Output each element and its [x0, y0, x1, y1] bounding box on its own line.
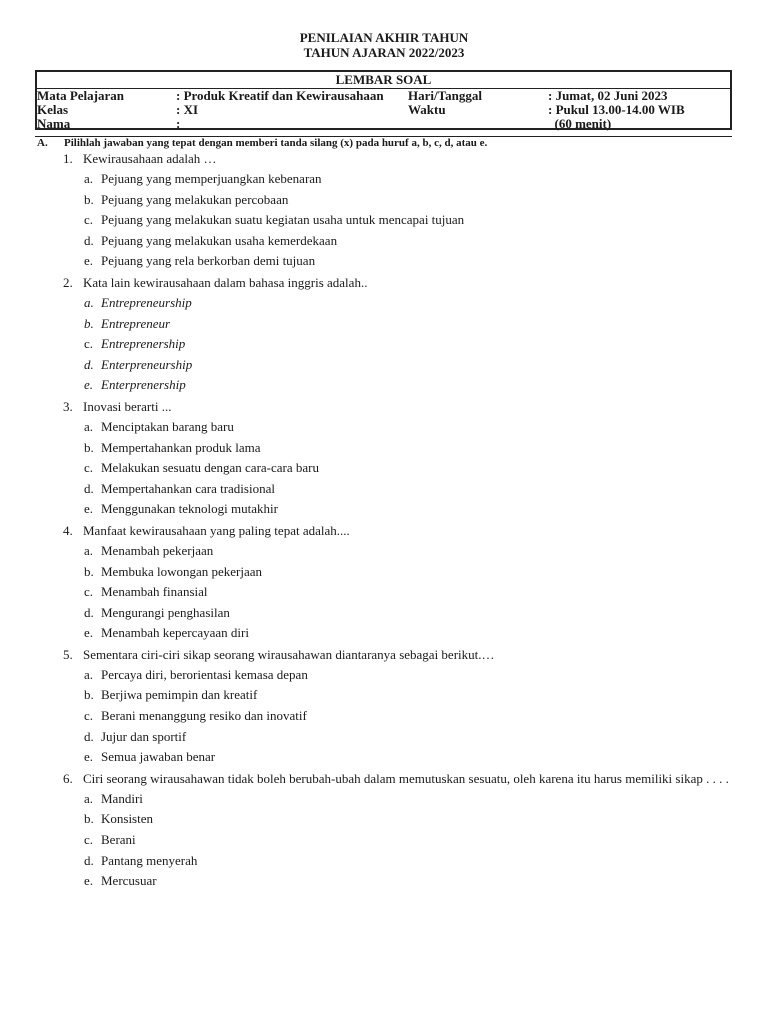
question-3	[0, 396, 768, 417]
option-letter: c.	[84, 708, 94, 724]
section-letter: A.	[37, 137, 48, 149]
date-label: Hari/Tanggal	[408, 88, 482, 103]
option-text: Entreprenership	[101, 336, 186, 352]
option-text: Jujur dan sportif	[101, 728, 187, 744]
option-letter: d.	[84, 356, 94, 372]
option-text: Entrepreneurship	[101, 294, 192, 310]
option-letter: a.	[84, 418, 94, 434]
question-number: 1.	[63, 151, 73, 166]
option-letter: a.	[84, 790, 94, 806]
option-letter: e.	[84, 749, 94, 765]
question-number: 3.	[63, 398, 73, 414]
option-6d	[0, 851, 768, 872]
option-5b	[0, 685, 768, 706]
option-text: Enterprenership	[101, 377, 186, 393]
option-letter: b.	[84, 563, 94, 579]
question-text: Ciri seorang wirausahawan tidak boleh berubah-ubah dalam memutuskan sesuatu, oleh karena itu harus memiliki sikap . . . .	[83, 770, 729, 786]
question-1	[0, 148, 768, 169]
option-letter: b.	[84, 687, 94, 703]
question-list	[0, 148, 768, 892]
option-text: Pejuang yang memperjuangkan kebenaran	[101, 171, 322, 186]
info-row-class	[37, 103, 730, 117]
option-text: Menciptakan barang baru	[101, 418, 234, 434]
option-letter: d.	[84, 604, 94, 620]
question-text: Manfaat kewirausahaan yang paling tepat adalah....	[83, 522, 350, 538]
question-2	[0, 272, 768, 293]
option-2a	[0, 293, 768, 314]
option-letter: d.	[84, 728, 94, 744]
option-4b	[0, 562, 768, 583]
option-letter: e.	[84, 253, 94, 269]
option-5e	[0, 747, 768, 768]
option-2e	[0, 375, 768, 396]
option-1b	[0, 190, 768, 211]
option-letter: b.	[84, 315, 94, 331]
academic-year: TAHUN AJARAN 2022/2023	[303, 45, 465, 60]
name-label: Nama	[37, 116, 71, 131]
option-letter: b.	[84, 811, 94, 827]
option-text: Menambah finansial	[101, 584, 208, 600]
option-letter: c.	[84, 460, 94, 476]
option-letter: e.	[84, 873, 94, 889]
option-6b	[0, 809, 768, 830]
class-label: Kelas	[37, 102, 69, 117]
option-letter: e.	[84, 501, 94, 517]
time-label: Waktu	[408, 102, 446, 117]
option-6e	[0, 871, 768, 892]
option-4d	[0, 603, 768, 624]
question-4	[0, 520, 768, 541]
question-6	[0, 768, 768, 789]
option-letter: a.	[84, 666, 94, 682]
option-text: Pantang menyerah	[101, 852, 198, 868]
option-letter: e.	[84, 377, 94, 393]
option-2d	[0, 355, 768, 376]
option-3a	[0, 417, 768, 438]
option-5d	[0, 727, 768, 748]
option-letter: d.	[84, 232, 94, 248]
date-value: : Jumat, 02 Juni 2023	[548, 88, 668, 103]
option-text: Pejuang yang rela berkorban demi tujuan	[101, 253, 316, 269]
option-letter: d.	[84, 480, 94, 496]
option-text: Melakukan sesuatu dengan cara-cara baru	[101, 460, 319, 476]
page-header	[0, 30, 768, 60]
option-1a	[0, 169, 768, 190]
info-row-subject	[37, 89, 730, 103]
option-text: Mandiri	[101, 790, 143, 806]
info-table-title: LEMBAR SOAL	[37, 72, 730, 89]
option-letter: b.	[84, 439, 94, 455]
option-text: Mercusuar	[101, 873, 157, 889]
option-2b	[0, 314, 768, 335]
option-letter: c.	[84, 584, 94, 600]
option-1d	[0, 231, 768, 252]
question-number: 2.	[63, 274, 73, 290]
option-letter: a.	[84, 294, 94, 310]
question-number: 5.	[63, 646, 73, 662]
option-text: Menggunakan teknologi mutakhir	[101, 501, 278, 517]
option-3d	[0, 479, 768, 500]
option-letter: b.	[84, 191, 94, 207]
option-text: Menambah pekerjaan	[101, 542, 214, 558]
name-value: :	[176, 116, 181, 131]
option-4c	[0, 582, 768, 603]
option-text: Berani menanggung resiko dan inovatif	[101, 708, 307, 724]
question-text: Kewirausahaan adalah …	[83, 151, 217, 166]
option-3e	[0, 499, 768, 520]
option-letter: a.	[84, 171, 94, 186]
option-text: Enterpreneurship	[101, 356, 193, 372]
option-text: Pejuang yang melakukan usaha kemerdekaan	[101, 232, 338, 248]
option-text: Mempertahankan produk lama	[101, 439, 261, 455]
time-value: : Pukul 13.00-14.00 WIB	[548, 102, 685, 117]
option-letter: c.	[84, 336, 94, 352]
option-letter: d.	[84, 852, 94, 868]
duration-value: (60 menit)	[548, 116, 612, 131]
option-letter: c.	[84, 212, 94, 228]
option-text: Berani	[101, 832, 136, 848]
option-1e	[0, 251, 768, 272]
option-text: Menambah kepercayaan diri	[101, 625, 249, 641]
question-number: 4.	[63, 522, 73, 538]
question-text: Kata lain kewirausahaan dalam bahasa inggris adalah..	[83, 274, 368, 290]
question-number: 6.	[63, 770, 73, 786]
option-text: Pejuang yang melakukan percobaan	[101, 191, 289, 207]
option-text: Percaya diri, berorientasi kemasa depan	[101, 666, 308, 682]
option-3b	[0, 438, 768, 459]
exam-title: PENILAIAN AKHIR TAHUN	[299, 30, 469, 45]
option-5c	[0, 706, 768, 727]
option-letter: a.	[84, 542, 94, 558]
class-value: : XI	[176, 102, 199, 117]
option-text: Konsisten	[101, 811, 153, 827]
option-text: Mempertahankan cara tradisional	[101, 480, 275, 496]
option-1c	[0, 210, 768, 231]
subject-label: Mata Pelajaran	[37, 88, 125, 103]
option-text: Berjiwa pemimpin dan kreatif	[101, 687, 258, 703]
info-row-name	[37, 117, 730, 131]
option-3c	[0, 458, 768, 479]
question-text: Inovasi berarti ...	[83, 398, 172, 414]
option-text: Pejuang yang melakukan suatu kegiatan usaha untuk mencapai tujuan	[101, 212, 465, 228]
option-6c	[0, 830, 768, 851]
option-5a	[0, 665, 768, 686]
option-2c	[0, 334, 768, 355]
option-letter: c.	[84, 832, 94, 848]
option-text: Membuka lowongan pekerjaan	[101, 563, 263, 579]
option-letter: e.	[84, 625, 94, 641]
subject-value: : Produk Kreatif dan Kewirausahaan	[176, 88, 384, 103]
option-6a	[0, 789, 768, 810]
question-5	[0, 644, 768, 665]
option-4a	[0, 541, 768, 562]
option-text: Entrepreneur	[101, 315, 171, 331]
option-text: Mengurangi penghasilan	[101, 604, 230, 620]
option-text: Semua jawaban benar	[101, 749, 216, 765]
option-4e	[0, 623, 768, 644]
question-text: Sementara ciri-ciri sikap seorang wirausahawan diantaranya sebagai berikut.…	[83, 646, 495, 662]
info-table	[35, 70, 732, 130]
instruction-text: Pilihlah jawaban yang tepat dengan memberi tanda silang (x) pada huruf a, b, c, d, atau e.	[64, 137, 488, 149]
